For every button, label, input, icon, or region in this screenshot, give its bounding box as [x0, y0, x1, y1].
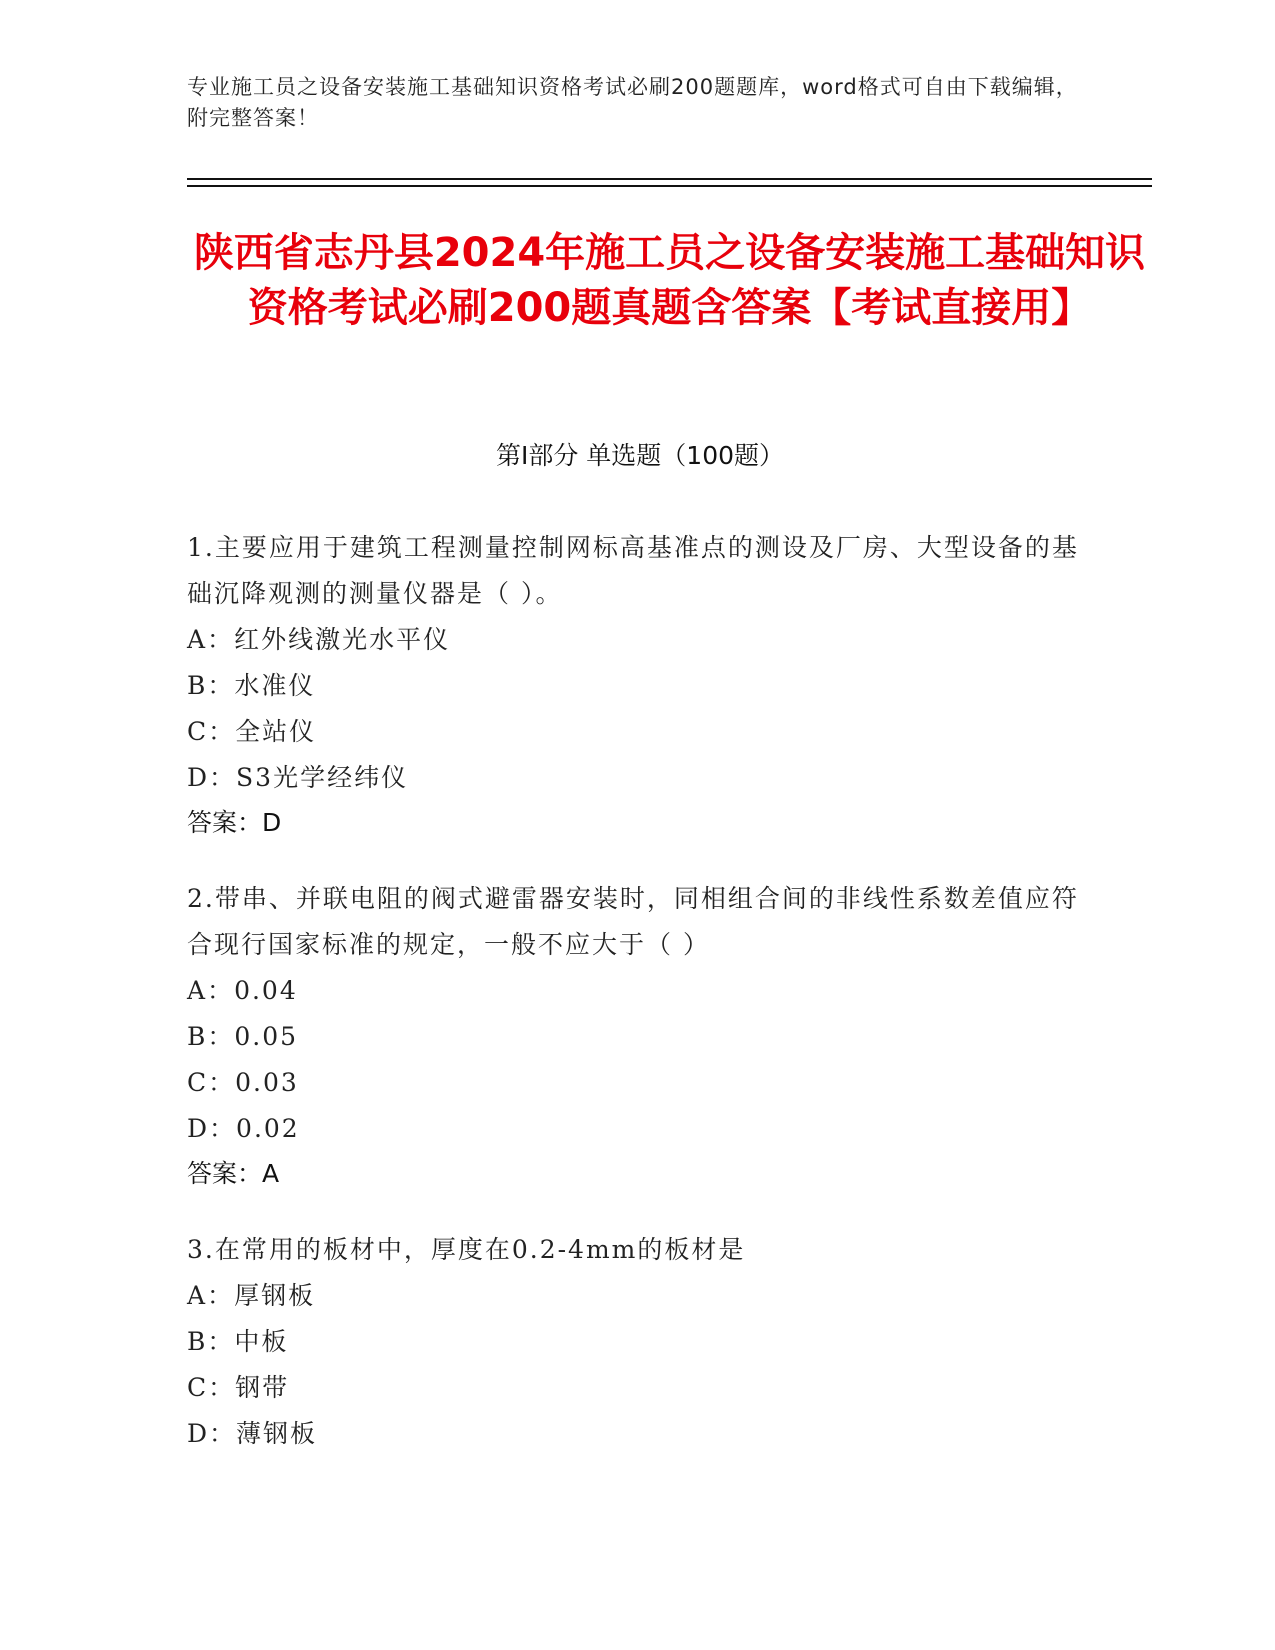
option-c — [187, 1365, 1087, 1411]
option-text: 0.03 — [235, 1068, 299, 1097]
option-letter: A： — [187, 625, 235, 654]
option-d — [187, 1411, 1087, 1457]
question-2 — [187, 876, 1087, 1196]
option-text: 薄钢板 — [236, 1419, 318, 1448]
option-letter: C： — [187, 717, 236, 746]
option-d — [187, 755, 1087, 801]
option-letter: D： — [187, 1419, 237, 1448]
option-c — [187, 709, 1087, 755]
option-text: 钢带 — [235, 1373, 290, 1402]
answer-line: 答案：A — [187, 1159, 280, 1188]
header-note: 专业施工员之设备安装施工基础知识资格考试必刷200题题库，word格式可自由下载编辑，附完整答案！ — [187, 75, 1078, 130]
option-letter: A： — [187, 1281, 235, 1310]
option-d — [187, 1106, 1087, 1152]
option-c — [187, 1060, 1087, 1106]
option-letter: B： — [187, 1327, 235, 1356]
section-heading: 第Ⅰ部分 单选题（100题） — [495, 441, 785, 470]
question-stem: 1.主要应用于建筑工程测量控制网标高基准点的测设及厂房、大型设备的基础沉降观测的测量仪器是（ ）。 — [187, 533, 1079, 608]
option-letter: C： — [187, 1373, 236, 1402]
answer-line: 答案：D — [187, 808, 282, 837]
option-text: 0.02 — [236, 1114, 300, 1143]
option-text: 全站仪 — [235, 717, 317, 746]
option-b — [187, 1014, 1087, 1060]
option-b — [187, 663, 1087, 709]
option-a — [187, 1273, 1087, 1319]
option-text: 0.05 — [234, 1022, 299, 1051]
option-a — [187, 617, 1087, 663]
option-letter: B： — [187, 671, 235, 700]
option-text: 水准仪 — [234, 671, 316, 700]
option-letter: C： — [187, 1068, 236, 1097]
question-stem: 3.在常用的板材中，厚度在0.2-4mm的板材是 — [187, 1235, 746, 1264]
option-a — [187, 968, 1087, 1014]
question-3 — [187, 1227, 1087, 1457]
option-letter: D： — [187, 763, 237, 792]
option-text: 厚钢板 — [234, 1281, 316, 1310]
question-list — [187, 525, 1087, 1488]
option-text: 0.04 — [234, 976, 298, 1005]
option-text: S3光学经纬仪 — [236, 763, 409, 792]
question-stem: 2.带串、并联电阻的阀式避雷器安装时，同相组合间的非线性系数差值应符合现行国家标准的规定，一般不应大于（ ） — [187, 884, 1079, 959]
option-letter: D： — [187, 1114, 237, 1143]
question-1 — [187, 525, 1087, 845]
document-title: 陕西省志丹县2024年施工员之设备安装施工基础知识资格考试必刷200题真题含答案【考试直接用】 — [193, 230, 1146, 331]
header-divider-top — [187, 178, 1152, 180]
option-b — [187, 1319, 1087, 1365]
option-letter: A： — [187, 976, 235, 1005]
option-text: 红外线激光水平仪 — [234, 625, 451, 654]
header-divider-bottom — [187, 185, 1152, 187]
option-text: 中板 — [234, 1327, 289, 1356]
option-letter: B： — [187, 1022, 235, 1051]
